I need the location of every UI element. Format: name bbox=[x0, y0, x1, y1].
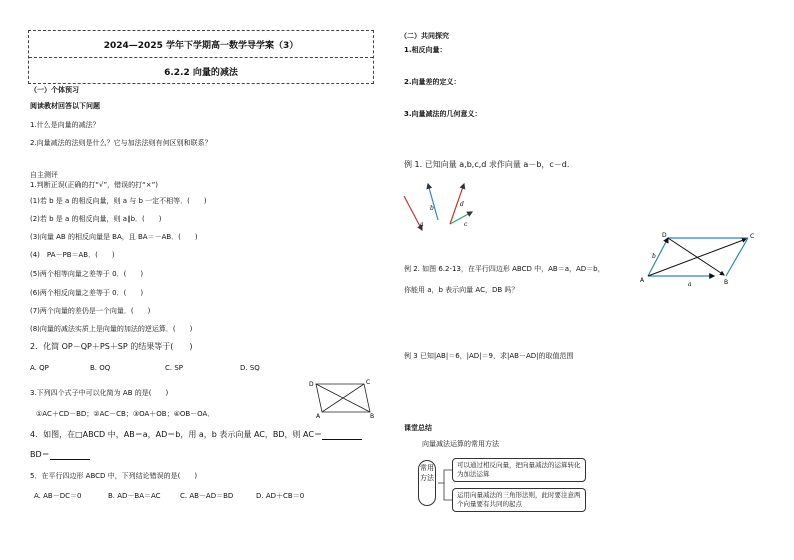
judge-item: (1)若 b 是 a 的相反向量，则 a 与 b 一定不相等．( ) bbox=[30, 197, 207, 205]
judge-item: (5)两个相等向量之差等于 0．( ) bbox=[30, 270, 144, 278]
vector-label-c: c bbox=[464, 221, 468, 228]
fig-label-d: D bbox=[309, 381, 314, 388]
vector-b bbox=[428, 184, 438, 220]
judge-item: (6)两个相反向量之差等于 0．( ) bbox=[30, 289, 144, 297]
question-2b: 2．化简 OP－QP＋PS＋SP 的结果等于( ) bbox=[30, 342, 193, 351]
judge-item: (3)向量 AB 的相反向量是 BA，且 BA＝－AB．( ) bbox=[30, 233, 198, 241]
example-2-parallelogram bbox=[638, 228, 758, 288]
fig-label-b: B bbox=[370, 413, 375, 418]
q5-option: A. AB－DC＝0 bbox=[34, 492, 82, 500]
summary-subheading: 向量减法运算的常用方法 bbox=[422, 440, 499, 448]
judge-item: (7)两个向量的差仍是一个向量．( ) bbox=[30, 307, 151, 315]
answer-blank[interactable] bbox=[322, 431, 362, 440]
self-test-heading: 自主测评 bbox=[30, 171, 58, 179]
explore-item-1: 1.相反向量： bbox=[404, 46, 447, 54]
example-3: 例 3 已知|AB|＝6，|AD|＝9，求|AB－AD|的取值范围 bbox=[404, 352, 574, 360]
question-4b bbox=[30, 450, 90, 460]
judge-item: (2)若 b 是 a 的相反向量，则 a∥b．( ) bbox=[30, 215, 162, 223]
q5-option: D. AD＋CB＝0 bbox=[256, 492, 305, 500]
vector-label-b: b bbox=[430, 205, 434, 212]
example-1: 例 1. 已知向量 a,b,c,d 求作向量 a－b，c－d． bbox=[404, 160, 575, 169]
page-title: 2024—2025 学年下学期高一数学导学案（3） bbox=[29, 31, 373, 58]
question-3: 3.下列四个式子中可以化简为 AB 的是( ) bbox=[30, 389, 169, 397]
ex2-label-a: A bbox=[640, 277, 645, 284]
summary-heading: 课堂总结 bbox=[404, 424, 432, 432]
example-2-line-1: 例 2. 如图 6.2-13，在平行四边形 ABCD 中，AB＝a，AD＝b， bbox=[404, 265, 605, 273]
question-4 bbox=[30, 430, 362, 440]
ex2-label-c: C bbox=[750, 233, 755, 240]
parallelogram-figure bbox=[306, 378, 376, 418]
section-preview-heading: （一）个体预习 bbox=[30, 86, 79, 94]
q2b-option: D. SQ bbox=[240, 364, 260, 372]
section-explore-heading: （二）共同探究 bbox=[400, 32, 449, 40]
example-2-line-2: 你能用 a，b 表示向量 AC，DB 吗？ bbox=[404, 286, 519, 294]
explore-item-2: 2.向量差的定义： bbox=[404, 78, 461, 86]
question-5: 5．在平行四边形 ABCD 中，下列结论错误的是( ) bbox=[30, 472, 198, 480]
question-2: 2.向量减法的法则是什么？它与加法法则有何区别和联系？ bbox=[30, 139, 212, 147]
question-4-text: 4．如图，在□ABCD 中，AB＝a，AD＝b，用 a，b 表示向量 AC，BD，则 AC＝ bbox=[30, 430, 322, 439]
ex2-vector-a: a bbox=[688, 281, 692, 288]
question-4b-text: BD＝ bbox=[30, 450, 50, 459]
fig-label-a: A bbox=[316, 413, 321, 418]
explore-item-3: 3.向量减法的几何意义： bbox=[404, 110, 482, 118]
judge-item: (8)向量的减法实质上是向量的加法的逆运算．( ) bbox=[30, 325, 193, 333]
q5-option: C. AB－AD＝BD bbox=[180, 492, 234, 500]
vector-label-a: a bbox=[420, 221, 424, 228]
ex2-label-b: B bbox=[724, 279, 729, 286]
lesson-title: 6.2.2 向量的减法 bbox=[164, 67, 238, 78]
answer-blank[interactable] bbox=[50, 451, 90, 460]
judge-intro: 1.判断正误(正确的打“√”，错误的打“×”) bbox=[30, 181, 158, 189]
q5-option: B. AD－BA＝AC bbox=[108, 492, 161, 500]
ex2-vector-b: b bbox=[652, 253, 656, 260]
fig-label-c: C bbox=[366, 379, 371, 386]
judge-item: (4) PA－PB＝AB．( ) bbox=[30, 251, 115, 259]
q2b-option: B. OQ bbox=[90, 364, 111, 372]
q3-options: ①AC＋CD－BD；②AC－CB；③OA＋OB；④OB－OA． bbox=[36, 410, 215, 418]
question-1: 1.什么是向量的减法？ bbox=[30, 121, 100, 129]
header-box bbox=[28, 30, 374, 84]
example-1-vectors-figure bbox=[400, 178, 484, 238]
q2b-option: A. QP bbox=[30, 364, 49, 372]
ex2-label-d: D bbox=[662, 232, 667, 239]
summary-label: 常用方法 bbox=[418, 460, 436, 506]
q2b-option: C. SP bbox=[165, 364, 184, 372]
summary-method-2: 运用向量减法的三角形法则，此时要注意两个向量要有共同的起点 bbox=[452, 488, 586, 512]
summary-method-1: 可以通过相反向量，把向量减法的运算转化为加法运算 bbox=[452, 458, 586, 482]
read-prompt: 阅读教材回答以下问题 bbox=[30, 102, 100, 110]
vector-label-d: d bbox=[460, 201, 464, 208]
